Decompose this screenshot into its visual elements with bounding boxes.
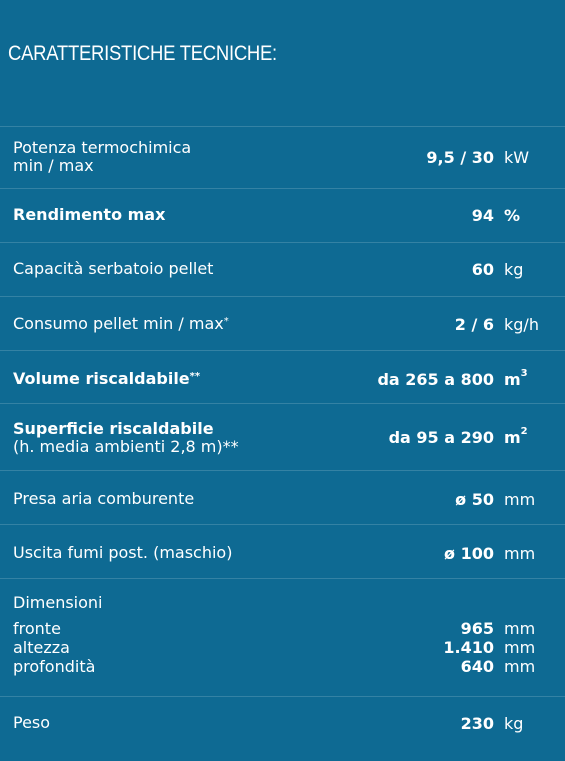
- spec-row-peso: [0, 696, 565, 756]
- spec-row-uscita: [0, 524, 565, 578]
- spec-label: Presa aria comburente: [13, 489, 195, 508]
- spec-table: [0, 126, 565, 756]
- spec-unit: mm: [504, 490, 536, 509]
- spec-label: Dimensioni: [13, 593, 103, 612]
- dimension-unit-altezza: mm: [504, 638, 536, 657]
- spec-label: Rendimento max: [13, 205, 166, 224]
- dimension-label-altezza: altezza: [13, 638, 70, 657]
- unit-base: m: [504, 370, 521, 389]
- dimension-units: [504, 619, 535, 676]
- spec-row-volume: [0, 350, 565, 403]
- spec-label-line2: min / max: [13, 156, 94, 175]
- spec-label: [13, 370, 200, 388]
- spec-label-line2: (h. media ambienti 2,8 m)**: [13, 437, 239, 456]
- spec-row-presa: [0, 470, 565, 524]
- spec-label: Uscita fumi post. (maschio): [13, 543, 233, 562]
- dimension-values: [443, 619, 494, 676]
- spec-value: 230: [460, 714, 494, 733]
- spec-value: 2 / 6: [454, 315, 494, 334]
- spec-row-superficie: [0, 403, 565, 470]
- spec-value: 60: [471, 260, 494, 279]
- unit-exponent: 3: [520, 368, 528, 379]
- spec-label: [13, 420, 239, 456]
- dimension-label-fronte: fronte: [13, 619, 61, 638]
- page-title: CARATTERISTICHE TECNICHE:: [8, 42, 277, 65]
- dimension-label-profondita: profondità: [13, 657, 96, 676]
- dimension-unit-fronte: mm: [504, 619, 536, 638]
- spec-label-text: Volume riscaldabile: [13, 369, 190, 388]
- spec-value: ø 50: [455, 490, 494, 509]
- spec-unit: [504, 428, 528, 447]
- spec-unit: [504, 370, 528, 389]
- spec-unit: mm: [504, 544, 536, 563]
- spec-label-text: Consumo pellet min / max: [13, 314, 224, 333]
- spec-unit: kW: [504, 148, 530, 167]
- spec-label: Capacità serbatoio pellet: [13, 259, 214, 278]
- spec-unit: %: [504, 206, 521, 225]
- unit-base: m: [504, 428, 521, 447]
- dimension-value-altezza: 1.410: [443, 638, 494, 657]
- spec-value: 94: [471, 206, 494, 225]
- spec-value: da 265 a 800: [377, 370, 494, 389]
- dimension-value-profondita: 640: [460, 657, 494, 676]
- dimension-labels: [13, 619, 95, 676]
- footnote-mark: **: [189, 371, 201, 382]
- spec-value: ø 100: [444, 544, 494, 563]
- spec-value: 9,5 / 30: [426, 148, 494, 167]
- spec-unit: kg: [504, 714, 524, 733]
- spec-label: [13, 315, 229, 333]
- spec-row-potenza: [0, 126, 565, 188]
- spec-row-rendimento: [0, 188, 565, 242]
- dimension-unit-profondita: mm: [504, 657, 536, 676]
- spec-label: Peso: [13, 713, 51, 732]
- spec-label-line1: Potenza termochimica: [13, 138, 192, 157]
- spec-row-consumo: [0, 296, 565, 350]
- footnote-mark: *: [223, 316, 229, 327]
- spec-row-dimensioni: [0, 578, 565, 696]
- spec-label: [13, 139, 191, 175]
- spec-row-serbatoio: [0, 242, 565, 296]
- spec-unit: kg: [504, 260, 524, 279]
- spec-label-line1: Superficie riscaldabile: [13, 419, 214, 438]
- unit-exponent: 2: [520, 426, 528, 437]
- spec-value: da 95 a 290: [388, 428, 494, 447]
- spec-unit: kg/h: [504, 315, 539, 334]
- dimension-value-fronte: 965: [460, 619, 494, 638]
